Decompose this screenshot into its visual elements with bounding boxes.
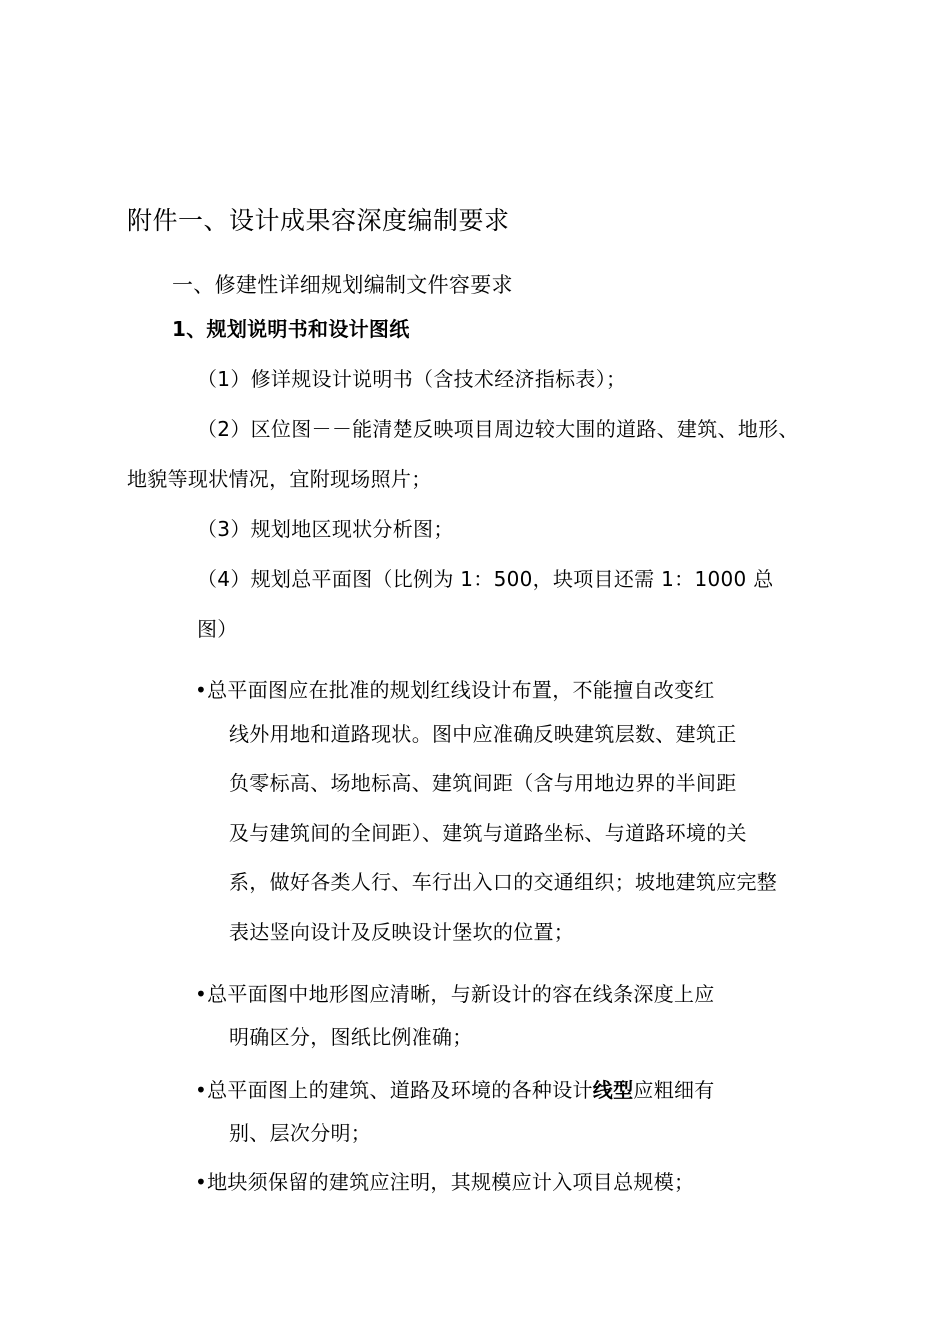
bullet-line: 线外用地和道路现状。图中应准确反映建筑层数、建筑正 <box>229 722 737 746</box>
list-item: （4）规划总平面图（比例为 1：500，块项目还需 1：1000 总 <box>197 567 774 591</box>
list-item: （3）规划地区现状分析图； <box>197 517 454 541</box>
bullet-line: 负零标高、场地标高、建筑间距（含与用地边界的半间距 <box>229 771 737 795</box>
bullet-line <box>195 1078 715 1102</box>
bullet-line: 别、层次分明； <box>229 1121 372 1145</box>
list-item-continuation: 地貌等现状情况，宜附现场照片； <box>127 467 432 491</box>
list-item: （2）区位图－－能清楚反映项目周边较大围的道路、建筑、地形、 <box>197 417 799 441</box>
bullet-bold-text: 线型 <box>592 1078 634 1102</box>
bullet-line: 系，做好各类人行、车行出入口的交通组织；坡地建筑应完整 <box>229 870 778 894</box>
bullet-line: •总平面图应在批准的规划红线设计布置，不能擅自改变红 <box>195 678 715 702</box>
bullet-line: •总平面图中地形图应清晰，与新设计的容在线条深度上应 <box>195 982 715 1006</box>
bullet-line: 及与建筑间的全间距）、建筑与道路坐标、与道路环境的关 <box>229 821 747 845</box>
document-title: 附件一、设计成果容深度编制要求 <box>127 206 510 235</box>
list-item-continuation: 图） <box>197 617 238 641</box>
subsection-heading: 1、规划说明书和设计图纸 <box>172 317 410 341</box>
bullet-line: 表达竖向设计及反映设计堡坎的位置； <box>229 920 575 944</box>
list-item: （1）修详规设计说明书（含技术经济指标表）； <box>197 367 627 391</box>
bullet-text: •总平面图上的建筑、道路及环境的各种设计 <box>195 1078 593 1102</box>
bullet-line: •地块须保留的建筑应注明，其规模应计入项目总规模； <box>195 1170 695 1194</box>
section-heading: 一、修建性详细规划编制文件容要求 <box>172 273 513 297</box>
bullet-line: 明确区分，图纸比例准确； <box>229 1025 473 1049</box>
bullet-text: 应粗细有 <box>633 1078 715 1102</box>
